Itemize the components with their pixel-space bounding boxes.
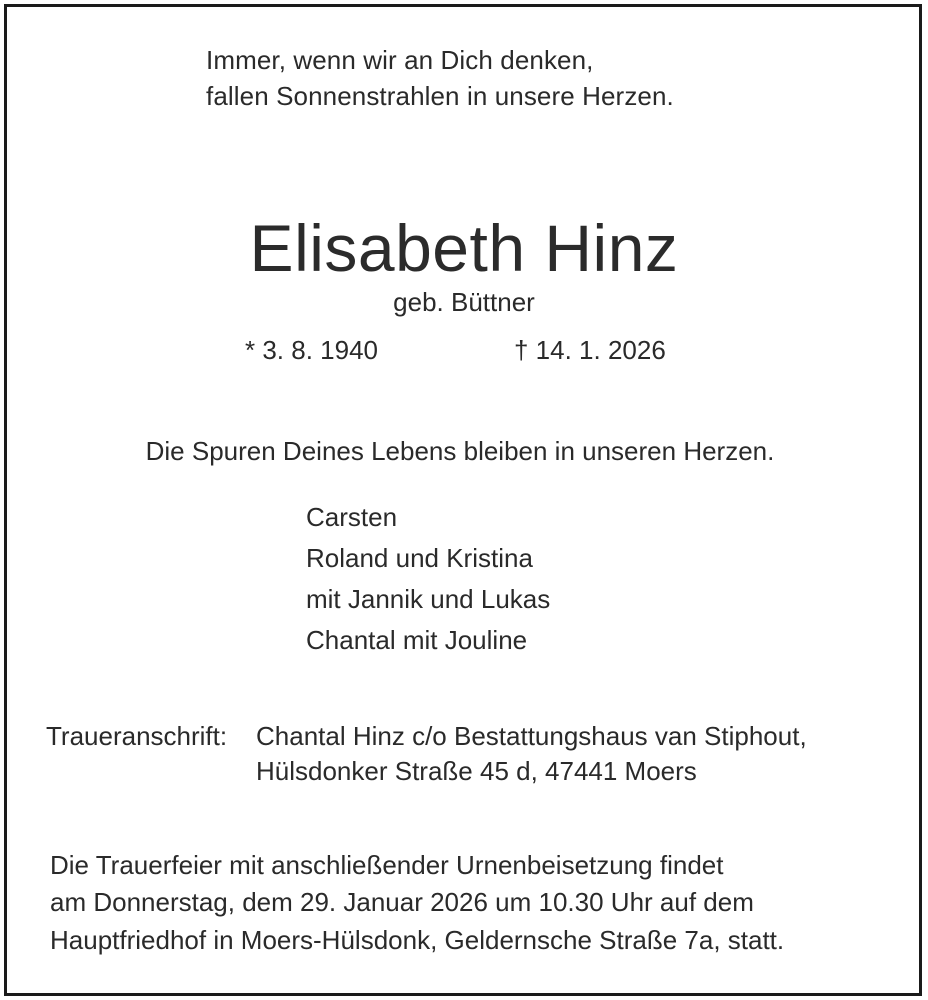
death-date: † 14. 1. 2026 [514,335,666,365]
service-line: Hauptfriedhof in Moers-Hülsdonk, Geldernsche Straße 7a, statt. [50,925,785,955]
birth-date: * 3. 8. 1940 [245,335,378,365]
mourner-line: mit Jannik und Lukas [306,584,551,614]
mourner-line: Roland und Kristina [306,543,533,573]
deceased-name: Elisabeth Hinz [249,211,679,285]
address-line: Hülsdonker Straße 45 d, 47441 Moers [256,756,697,786]
motto: Die Spuren Deines Lebens bleiben in unseren Herzen. [145,436,775,466]
quote-line: Immer, wenn wir an Dich denken, [206,45,594,75]
address-line: Chantal Hinz c/o Bestattungshaus van Stiphout, [256,721,807,751]
address-label: Traueranschrift: [46,721,228,751]
maiden-name: geb. Büttner [393,287,535,317]
service-line: am Donnerstag, dem 29. Januar 2026 um 10.30 Uhr auf dem [50,887,754,917]
mourner-line: Chantal mit Jouline [306,625,528,655]
mourner-line: Carsten [306,502,398,532]
service-line: Die Trauerfeier mit anschließender Urnenbeisetzung findet [50,850,724,880]
quote-line: fallen Sonnenstrahlen in unsere Herzen. [206,81,674,111]
notice-border [4,4,922,996]
